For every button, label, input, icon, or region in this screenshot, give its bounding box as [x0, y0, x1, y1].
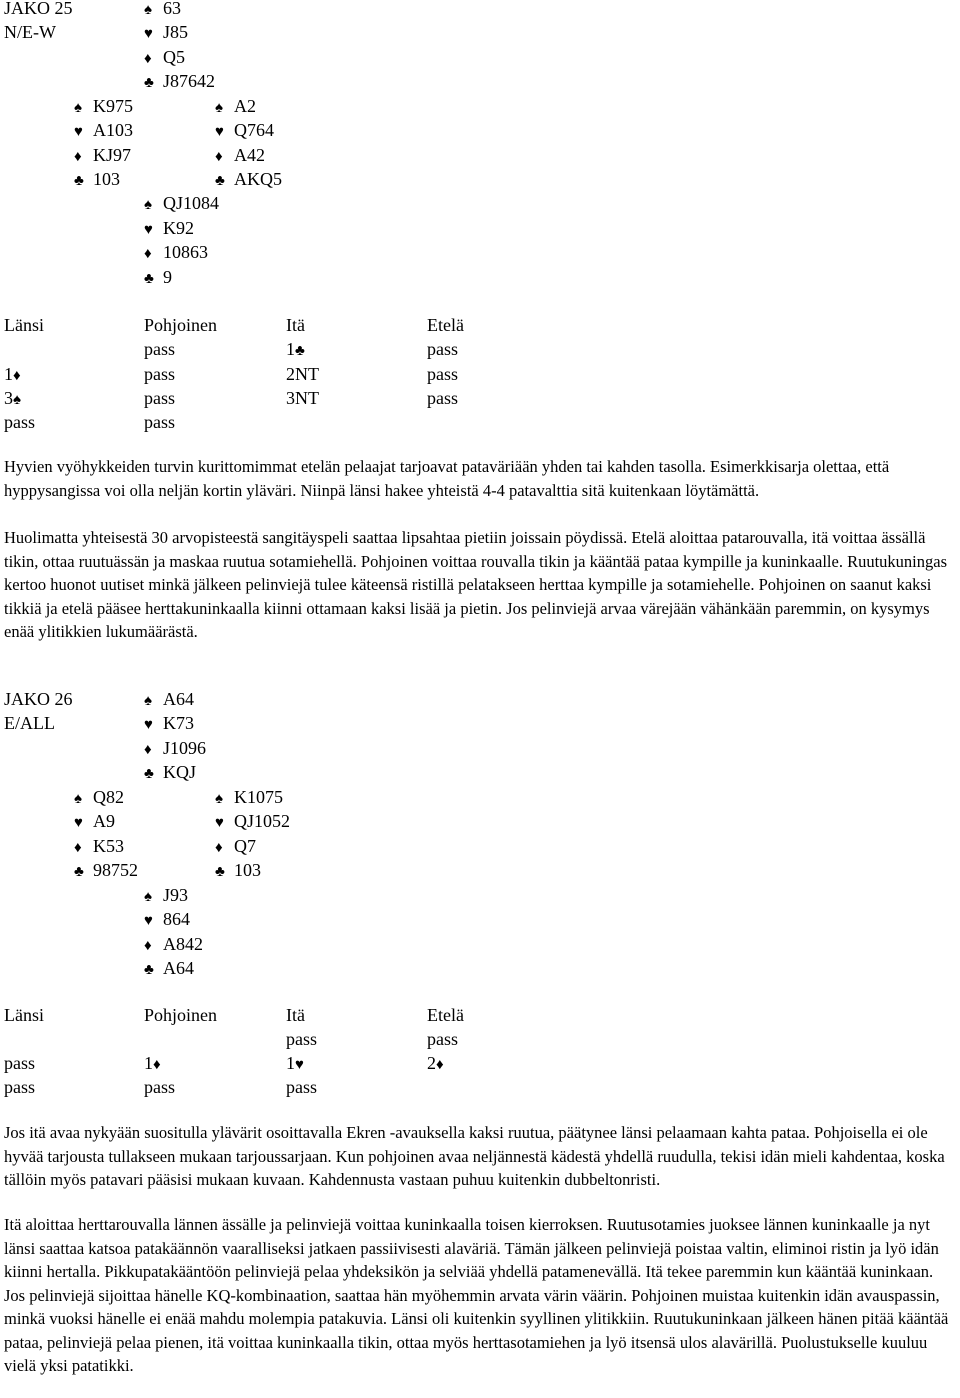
west-clubs: ♣ 98752 — [74, 859, 138, 883]
bid: pass — [144, 388, 175, 408]
north-hearts: ♥ K73 — [144, 712, 194, 736]
commentary-paragraph: Itä aloittaa herttarouvalla lännen ässälle ja pelinviejä voittaa kuninkaalla toisen kierroksen. Ruutusotamies juoksee lännen kuninkaalle ja nyt länsi saattaa katsoa patakäännön vaaralliseksi jatkaen passiivisesti alaväriä. Tämän jälkeen pelinviejä poistaa valtin, eliminoi ristin ja lyö idän kiinni hertalla. Pikkupatakääntöön pelinviejä pelaa yhdeksikön ja selviää yhdellä patamenevällä. Itä tekee paremmin kun kääntää kuninkaan. Jos pelinviejä sijoittaa hänelle KQ-kombinaation, saattaa hän myöhemmin arvata värin väärin. Pohjoinen muistaa kuitenkin idän avauspassin, minkä vuoksi hänelle ei enää mahdu molempia patakuvia. Länsi oli kuitenkin syyllinen ylitikkiin. Ruutukuninkaan jälkeen hänen pitää kääntää pataa, pelinviejä pelaa pienen, itä voittaa kuninkaalla tikin, ottaa myös herttasotamiehen ja lyö itsensä ulos alavärillä. Puolustukselle kuuluu vielä yksi patatikki. — [4, 1215, 949, 1375]
spade-icon: ♠ — [215, 791, 223, 807]
west-spades: ♠ K975 — [74, 95, 133, 119]
west-hearts: ♥ A9 — [74, 810, 115, 834]
bid: 1♣ — [286, 339, 305, 359]
bid: 3NT — [286, 388, 319, 408]
bidding-header-east: Itä — [286, 315, 305, 335]
bid: pass — [144, 364, 175, 384]
east-spades: ♠ A2 — [215, 95, 256, 119]
bid: pass — [144, 339, 175, 359]
bid: pass — [427, 388, 458, 408]
bidding-header-north: Pohjoinen — [144, 315, 218, 335]
bidding-header-south: Etelä — [427, 1005, 464, 1025]
diamond-icon: ♦ — [215, 149, 223, 165]
north-clubs: ♣ J87642 — [144, 70, 215, 94]
heart-icon: ♥ — [215, 124, 224, 140]
dealer-vulnerability: N/E-W — [4, 22, 56, 42]
club-icon: ♣ — [144, 75, 154, 91]
club-icon: ♣ — [74, 173, 84, 189]
bid: 1♦ — [4, 364, 21, 384]
bid: pass — [286, 1077, 317, 1097]
bid: pass — [144, 412, 175, 432]
bid: pass — [427, 339, 458, 359]
spade-icon: ♠ — [215, 100, 223, 116]
bid: pass — [427, 1029, 458, 1049]
east-hearts: ♥ QJ1052 — [215, 810, 290, 834]
west-spades: ♠ Q82 — [74, 786, 124, 810]
bidding-header-west: Länsi — [4, 1005, 44, 1025]
bid: pass — [144, 1077, 175, 1097]
diamond-icon: ♦ — [144, 246, 152, 262]
north-spades: ♠ A64 — [144, 688, 194, 712]
diamond-icon: ♦ — [153, 1057, 161, 1073]
spade-icon: ♠ — [144, 2, 152, 18]
deal-title: JAKO 26 — [4, 689, 73, 709]
diamond-icon: ♦ — [144, 938, 152, 954]
bidding-header-east: Itä — [286, 1005, 305, 1025]
club-icon: ♣ — [295, 343, 305, 359]
diamond-icon: ♦ — [13, 368, 21, 384]
bid: 2♦ — [427, 1053, 444, 1073]
heart-icon: ♥ — [144, 222, 153, 238]
east-clubs: ♣ AKQ5 — [215, 168, 282, 192]
west-diamonds: ♦ KJ97 — [74, 144, 131, 168]
club-icon: ♣ — [144, 962, 154, 978]
east-hearts: ♥ Q764 — [215, 119, 274, 143]
heart-icon: ♥ — [74, 815, 83, 831]
spade-icon: ♠ — [74, 791, 82, 807]
club-icon: ♣ — [215, 173, 225, 189]
west-diamonds: ♦ K53 — [74, 835, 124, 859]
south-hearts: ♥ K92 — [144, 217, 194, 241]
south-clubs: ♣ 9 — [144, 266, 172, 290]
bid: 2NT — [286, 364, 319, 384]
club-icon: ♣ — [215, 864, 225, 880]
bid: pass — [286, 1029, 317, 1049]
east-spades: ♠ K1075 — [215, 786, 283, 810]
south-spades: ♠ J93 — [144, 884, 188, 908]
heart-icon: ♥ — [144, 913, 153, 929]
bid: pass — [427, 364, 458, 384]
bid: pass — [4, 412, 35, 432]
south-spades: ♠ QJ1084 — [144, 192, 219, 216]
diamond-icon: ♦ — [74, 149, 82, 165]
north-spades: ♠ 63 — [144, 0, 181, 21]
bid: 3♠ — [4, 388, 21, 408]
heart-icon: ♥ — [144, 26, 153, 42]
bid: pass — [4, 1053, 35, 1073]
heart-icon: ♥ — [74, 124, 83, 140]
commentary-paragraph: Hyvien vyöhykkeiden turvin kurittomimmat etelän pelaajat tarjoavat pataväriään yhden tai kahden tasolla. Esimerkkisarja olettaa, että hyppysangissa voi olla neljän kortin yläväri. Niinpä länsi hakee yhteistä 4-4 patavalttia sitä kuitenkaan löytämättä. — [4, 457, 890, 500]
bidding-header-west: Länsi — [4, 315, 44, 335]
commentary-paragraph: Huolimatta yhteisestä 30 arvopisteestä sangitäyspeli saattaa lipsahtaa pietiin joissain pöydissä. Etelä aloittaa patarouvalla, itä voittaa ässällä tikin, ottaa ruutuässän ja maskaa ruutua sotamiehellä. Pohjoinen voittaa rouvalla tikin ja kääntää pataa kympille ja kuninkaalle. Ruutukuningas kertoo huonot uutiset minkä jälkeen pelinviejä tulee käteensä ristillä pelatakseen herttaa kympille ja sotamiehelle. Pohjoinen on saanut kaksi tikkiä ja etelä pääsee herttakuninkaalla kiinni ottamaan kaksi lisää ja pietin. Jos pelinviejä arvaa värejään vähänkään paremmin, on kysymys enää ylitikkien lukumäärästä. — [4, 528, 947, 641]
club-icon: ♣ — [144, 766, 154, 782]
bidding-header-south: Etelä — [427, 315, 464, 335]
south-diamonds: ♦ 10863 — [144, 241, 208, 265]
diamond-icon: ♦ — [144, 51, 152, 67]
north-diamonds: ♦ J1096 — [144, 737, 206, 761]
club-icon: ♣ — [74, 864, 84, 880]
diamond-icon: ♦ — [436, 1057, 444, 1073]
diamond-icon: ♦ — [74, 840, 82, 856]
north-clubs: ♣ KQJ — [144, 761, 196, 785]
west-clubs: ♣ 103 — [74, 168, 120, 192]
bid: 1♥ — [286, 1053, 304, 1073]
deal-title: JAKO 25 — [4, 0, 73, 18]
bidding-header-north: Pohjoinen — [144, 1005, 218, 1025]
spade-icon: ♠ — [13, 392, 21, 408]
north-hearts: ♥ J85 — [144, 21, 188, 45]
north-diamonds: ♦ Q5 — [144, 46, 185, 70]
spade-icon: ♠ — [144, 197, 152, 213]
spade-icon: ♠ — [74, 100, 82, 116]
south-diamonds: ♦ A842 — [144, 933, 203, 957]
heart-icon: ♥ — [144, 717, 153, 733]
east-diamonds: ♦ Q7 — [215, 835, 256, 859]
diamond-icon: ♦ — [215, 840, 223, 856]
club-icon: ♣ — [144, 271, 154, 287]
south-clubs: ♣ A64 — [144, 957, 194, 981]
heart-icon: ♥ — [295, 1057, 304, 1073]
spade-icon: ♠ — [144, 889, 152, 905]
commentary-paragraph: Jos itä avaa nykyään suositulla ylävärit osoittavalla Ekren -avauksella kaksi ruutua, päätynee länsi pelaamaan kahta pataa. Pohjoisella ei ole hyvää tarjousta tullakseen mukaan tarjoussarjaan. Kun pohjoinen avaa neljännestä kädestä yhdellä ruudulla, tekisi idän mieli kahdentaa, koska tällöin myös patavari pääsisi mukaan kuvaan. Kahdennusta vastaan puhuu kuitenkin dubbeltonristi. — [4, 1123, 945, 1189]
south-hearts: ♥ 864 — [144, 908, 190, 932]
diamond-icon: ♦ — [144, 742, 152, 758]
west-hearts: ♥ A103 — [74, 119, 133, 143]
bid: pass — [4, 1077, 35, 1097]
east-diamonds: ♦ A42 — [215, 144, 265, 168]
bid: 1♦ — [144, 1053, 161, 1073]
spade-icon: ♠ — [144, 693, 152, 709]
east-clubs: ♣ 103 — [215, 859, 261, 883]
heart-icon: ♥ — [215, 815, 224, 831]
dealer-vulnerability: E/ALL — [4, 713, 55, 733]
